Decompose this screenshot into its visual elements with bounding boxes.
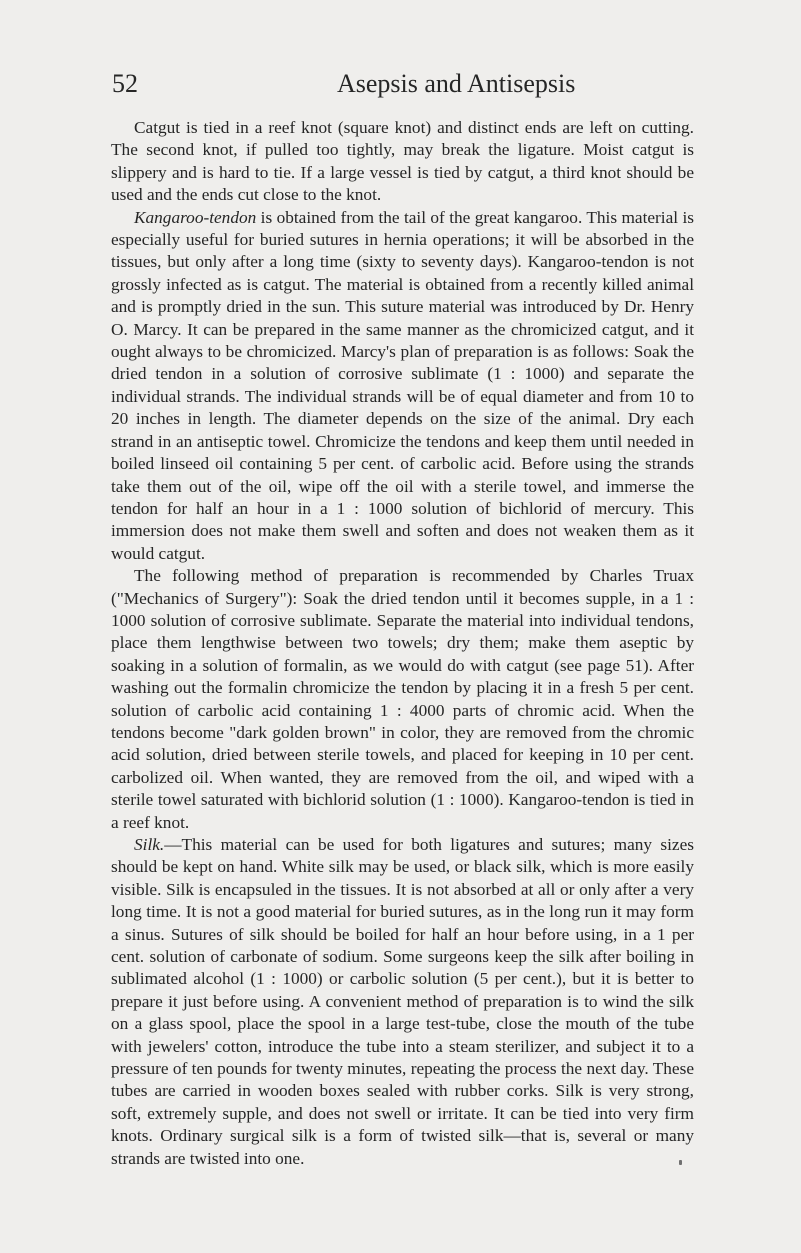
paragraph-truax-method xyxy=(111,565,694,834)
paragraph-text: —This material can be used for both ligatures and sutures; many sizes should be kept on hand. White silk may be used, or black silk, which is more easily visible. Silk is encapsuled in the tissues. It is not absorbed at all or only after a very long time. It is not a good material for buried sutures, as in the long run it may form a sinus. Sutures of silk should be boiled for half an hour before using, in a 1 per cent. solution of carbonate of sodium. Some surgeons keep the silk after boiling in sublimated alcohol (1 : 1000) or carbolic solution (5 per cent.), but it is better to prepare it just before using. A convenient method of preparation is to wind the silk on a glass spool, place the spool in a large test-tube, close the mouth of the tube with jewelers' cotton, introduce the tube into a steam sterilizer, and subject it to a pressure of ten pounds for twenty minutes, repeating the process the next day. These tubes are carried in wooden boxes sealed with rubber corks. Silk is very strong, soft, extremely supple, and does not swell or irritate. It can be tied into very firm knots. Ordinary surgical silk is a form of twisted silk—that is, several or many strands are twisted into one. xyxy=(111,835,694,1168)
paragraph-catgut-knots xyxy=(111,117,694,207)
ink-speck xyxy=(679,1160,682,1165)
page-header xyxy=(112,68,692,104)
paragraph-text: The following method of preparation is recommended by Charles Truax ("Mechanics of Surgery"): Soak the dried tendon until it becomes supple, in a 1 : 1000 solution of corrosive sublimate. Separate the material into individual tendons, place them lengthwise between two towels; dry them; make them aseptic by soaking in a solution of formalin, as we would do with catgut (see page 51). After washing out the formalin chromicize the tendon by placing it in a fresh 5 per cent. solution of carbolic acid containing 1 : 4000 parts of chromic acid. When the tendons become "dark golden brown" in color, they are removed from the chromic acid solution, dried between sterile towels, and placed for keeping in 10 per cent. carbolized oil. When wanted, they are removed from the oil, and wiped with a sterile towel saturated with bichlorid solution (1 : 1000). Kangaroo-tendon is tied in a reef knot. xyxy=(111,566,694,832)
section-lead-silk: Silk. xyxy=(134,835,165,854)
paragraph-kangaroo-tendon xyxy=(111,207,694,566)
paragraph-text: is obtained from the tail of the great kangaroo. This material is especially useful for buried sutures in hernia operations; it will be absorbed in the tissues, but only after a long time (sixty to seventy days). Kangaroo-tendon is not grossly infected as is catgut. The material is obtained from a recently killed animal and is promptly dried in the sun. This suture material was introduced by Dr. Henry O. Marcy. It can be prepared in the same manner as the chromicized catgut, and it ought always to be chromicized. Marcy's plan of preparation is as follows: Soak the dried tendon in a solution of corrosive sublimate (1 : 1000) and separate the individual strands. The individual strands will be of equal diameter and from 10 to 20 inches in length. The diameter depends on the size of the animal. Dry each strand in an antiseptic towel. Chromicize the tendons and keep them until needed in boiled linseed oil containing 5 per cent. of carbolic acid. Before using the strands take them out of the oil, wipe off the oil with a sterile towel, and immerse the tendon for half an hour in a 1 : 1000 solution of bichlorid of mercury. This immersion does not make them swell and soften and does not weaken them as it would catgut. xyxy=(111,207,694,563)
running-title: Asepsis and Antisepsis xyxy=(337,69,576,98)
page-number: 52 xyxy=(112,69,138,98)
section-lead-kangaroo-tendon: Kangaroo-tendon xyxy=(134,207,257,227)
body-text xyxy=(111,117,694,1170)
paragraph-silk xyxy=(111,834,694,1170)
paragraph-text: Catgut is tied in a reef knot (square knot) and distinct ends are left on cutting. The second knot, if pulled too tightly, may break the ligature. Moist catgut is slippery and is hard to tie. If a large vessel is tied by catgut, a third knot should be used and the ends cut close to the knot. xyxy=(111,118,694,205)
